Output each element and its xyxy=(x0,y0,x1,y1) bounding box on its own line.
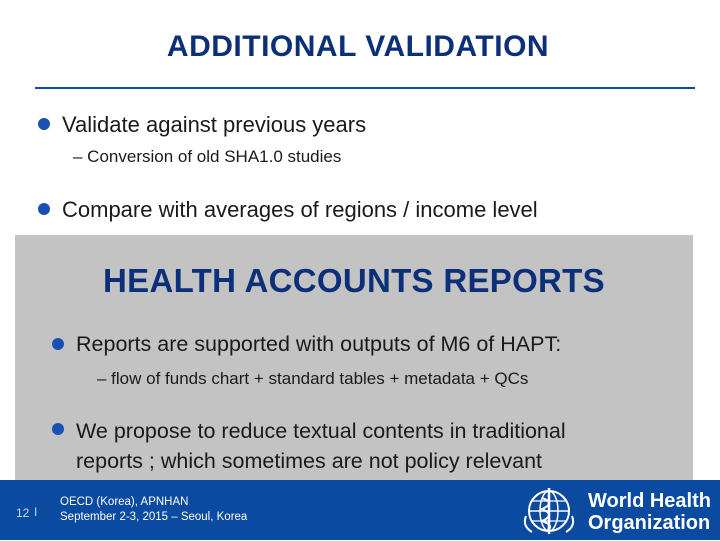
page-separator: I xyxy=(34,505,38,519)
footer-line-2: September 2-3, 2015 – Seoul, Korea xyxy=(60,511,248,523)
footer-bar xyxy=(0,480,720,540)
bullet-text: Reports are supported with outputs of M6 of HAPT: xyxy=(76,332,562,356)
footer-event-info xyxy=(60,495,247,525)
bullet-line-2: reports ; which sometimes are not policy relevant xyxy=(76,449,543,473)
overlay-bullet-propose xyxy=(52,416,566,476)
slide-title: ADDITIONAL VALIDATION xyxy=(166,30,550,63)
title-divider xyxy=(35,87,695,89)
overlay-title: HEALTH ACCOUNTS REPORTS xyxy=(103,262,605,299)
bullet-line-1: We propose to reduce textual contents in traditional xyxy=(76,419,566,443)
who-line-2: Organization xyxy=(588,512,711,534)
bullet-dot-icon xyxy=(38,118,50,130)
bullet-text: Validate against previous years xyxy=(62,112,367,137)
bullet-dot-icon xyxy=(52,423,64,435)
reports-overlay-panel xyxy=(15,235,693,480)
overlay-bullet-reports xyxy=(52,332,561,357)
overlay-sub-bullet: – flow of funds chart + standard tables + metadata + QCs xyxy=(97,369,529,388)
bullet-text xyxy=(76,416,566,476)
who-wordmark xyxy=(588,490,711,534)
bullet-validate xyxy=(38,112,366,138)
bullet-text: Compare with averages of regions / income level xyxy=(62,197,538,222)
bullet-dot-icon xyxy=(38,203,50,215)
who-line-1: World Health xyxy=(588,490,711,512)
who-emblem-icon xyxy=(520,486,578,536)
who-logo xyxy=(520,486,710,536)
footer-line-1: OECD (Korea), APNHAN xyxy=(60,496,189,508)
sub-bullet-conversion: – Conversion of old SHA1.0 studies xyxy=(73,147,342,166)
bullet-dot-icon xyxy=(52,338,64,350)
page-number: 12 xyxy=(16,506,30,520)
bullet-compare xyxy=(38,197,538,223)
